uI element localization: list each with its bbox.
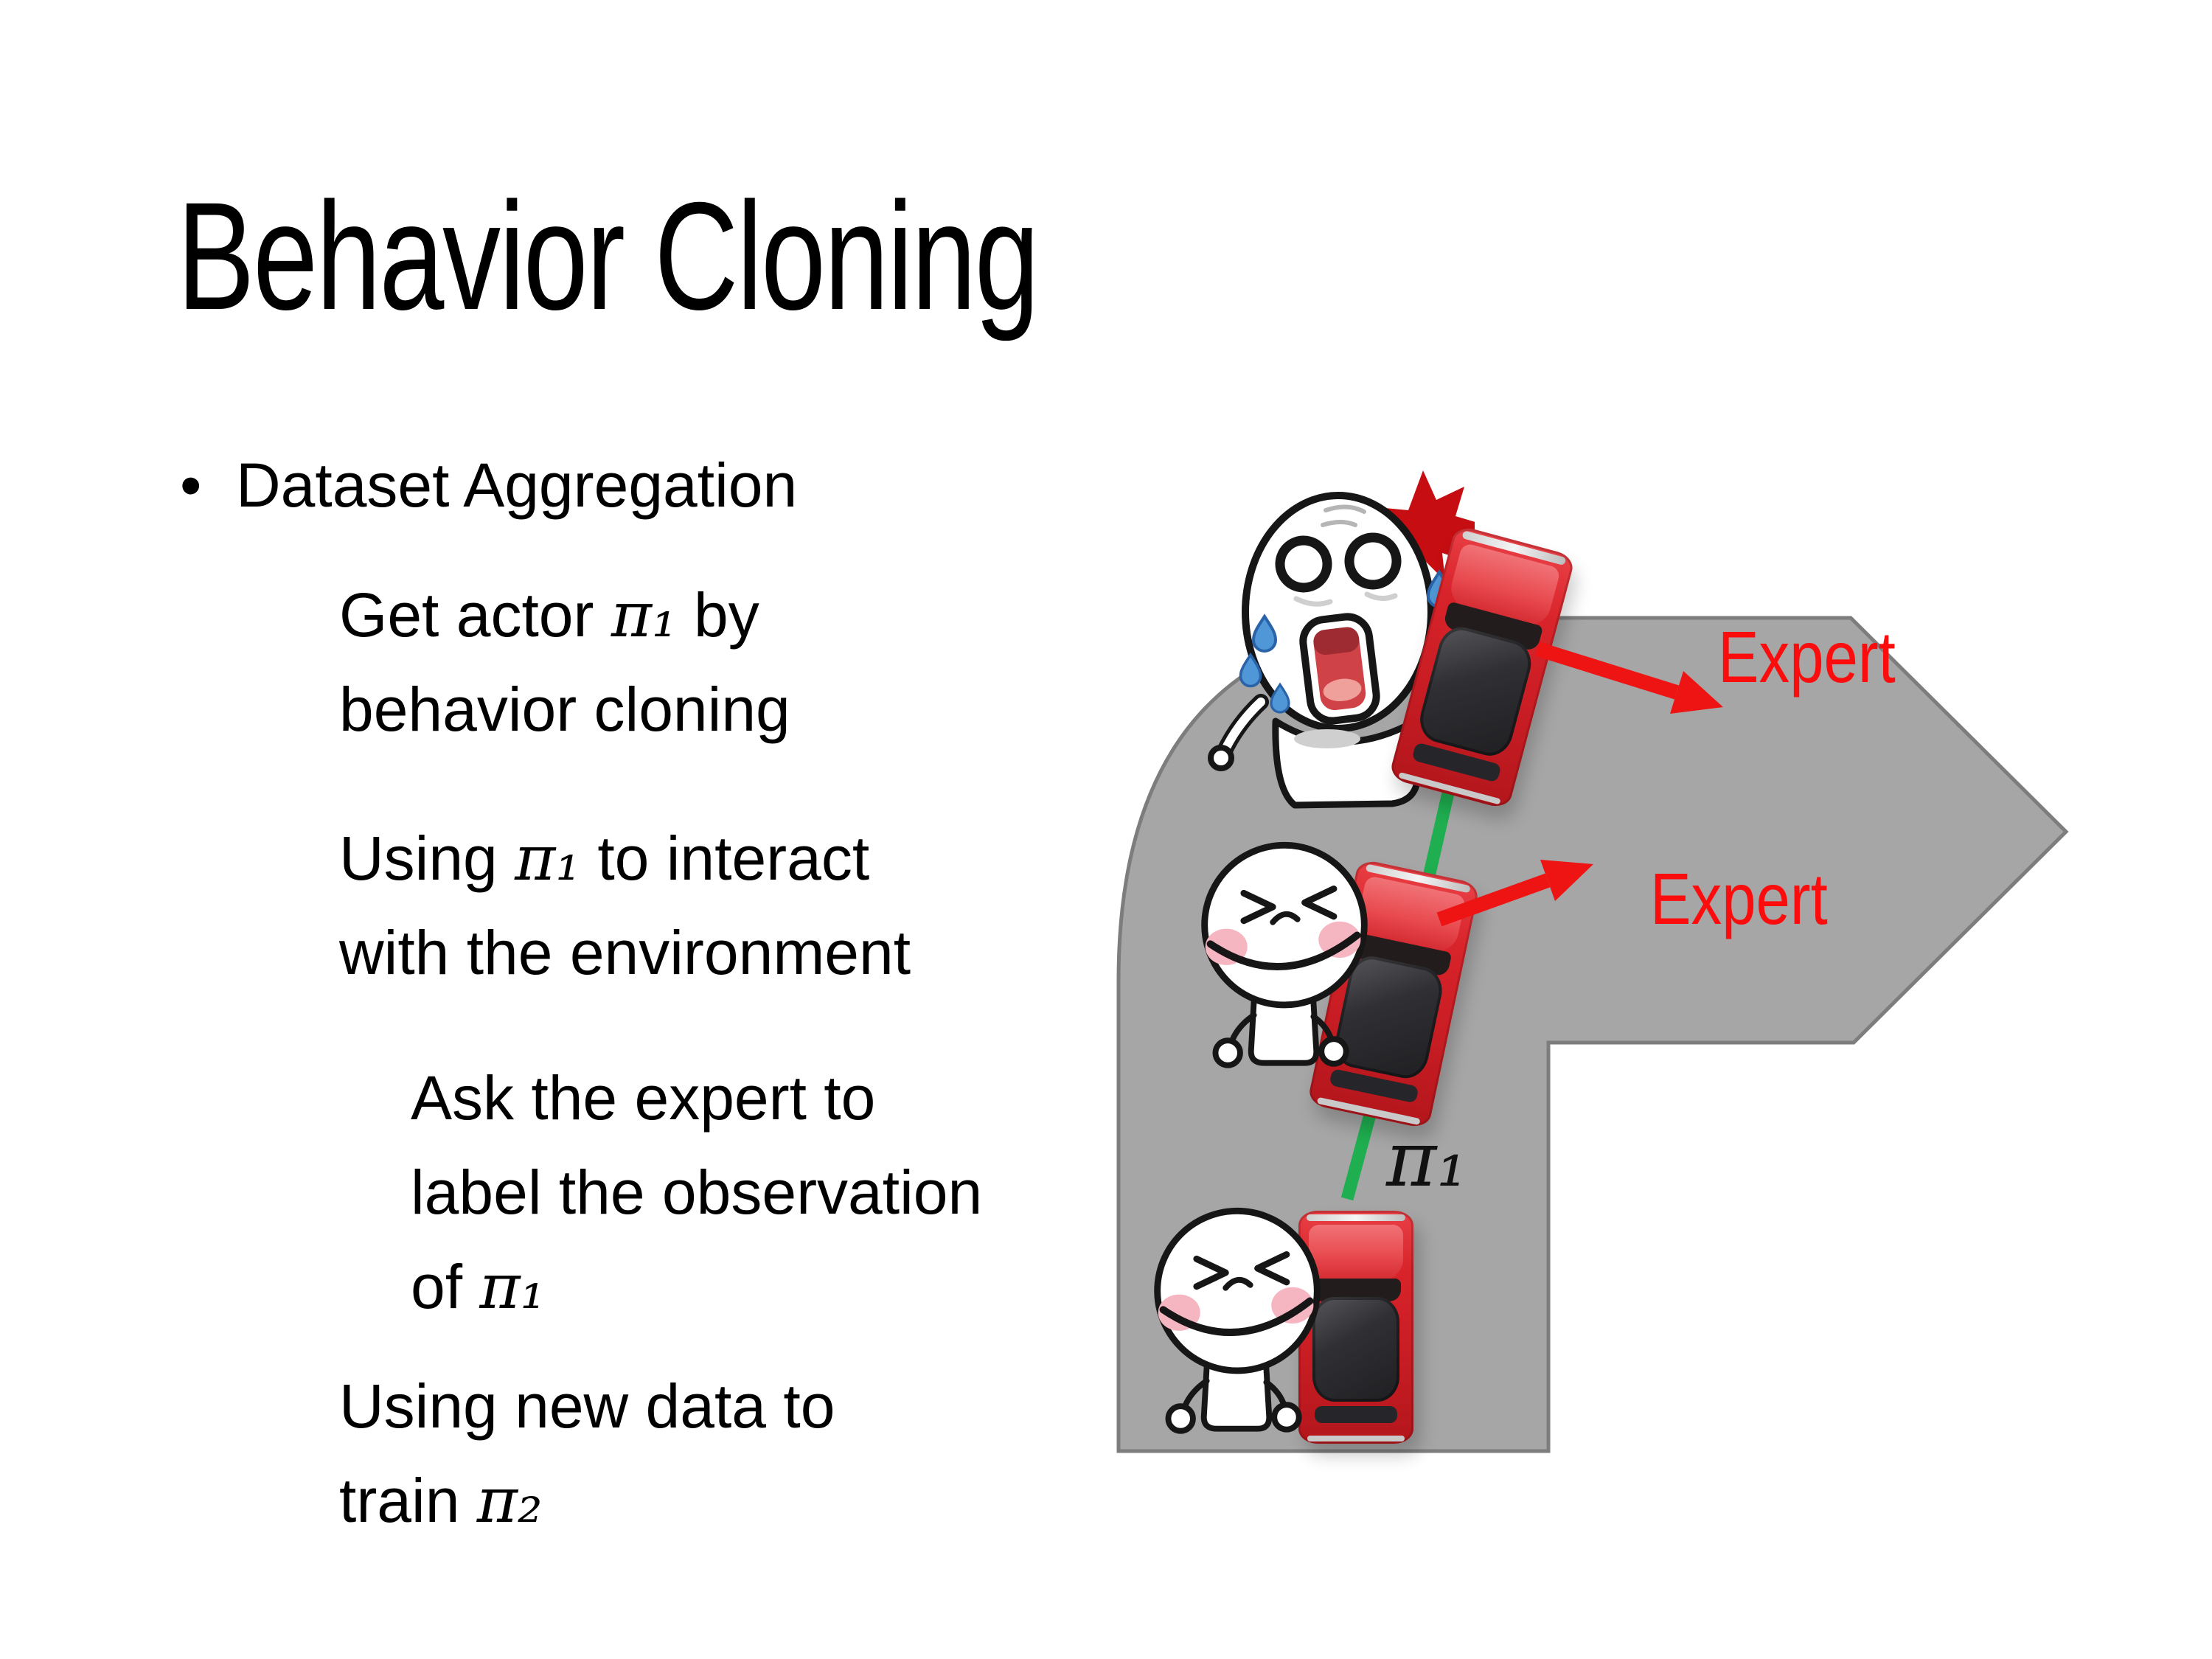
expert-label-1: Expert: [1718, 616, 1896, 698]
step-using-pi1: [339, 811, 911, 1000]
step-train-pi2: [339, 1359, 835, 1548]
bullet-label: Dataset Aggregation: [236, 451, 798, 520]
step-line: label the observation: [411, 1158, 983, 1227]
step-line: of π₁: [411, 1251, 546, 1323]
step-line: Using π₁ to interact: [339, 822, 870, 894]
page-title: Behavior Cloning: [177, 171, 1038, 342]
step-line: Using new data to: [339, 1371, 835, 1441]
expert-arrow-1: [1537, 649, 1723, 714]
expert-label-2: Expert: [1650, 858, 1828, 939]
step-line: train π₂: [339, 1464, 543, 1537]
step-line: with the environment: [339, 918, 911, 987]
policy-pi1-label: π₁: [1386, 1114, 1468, 1204]
step-get-actor: [339, 568, 790, 757]
step-line: Ask the expert to: [411, 1063, 876, 1133]
step-line: Get actor π₁ by: [339, 579, 759, 651]
step-ask-expert: [411, 1051, 982, 1334]
step-line: behavior cloning: [339, 675, 790, 744]
expert-arrow-2: [1439, 860, 1593, 919]
bullet-marker: •: [180, 451, 202, 520]
